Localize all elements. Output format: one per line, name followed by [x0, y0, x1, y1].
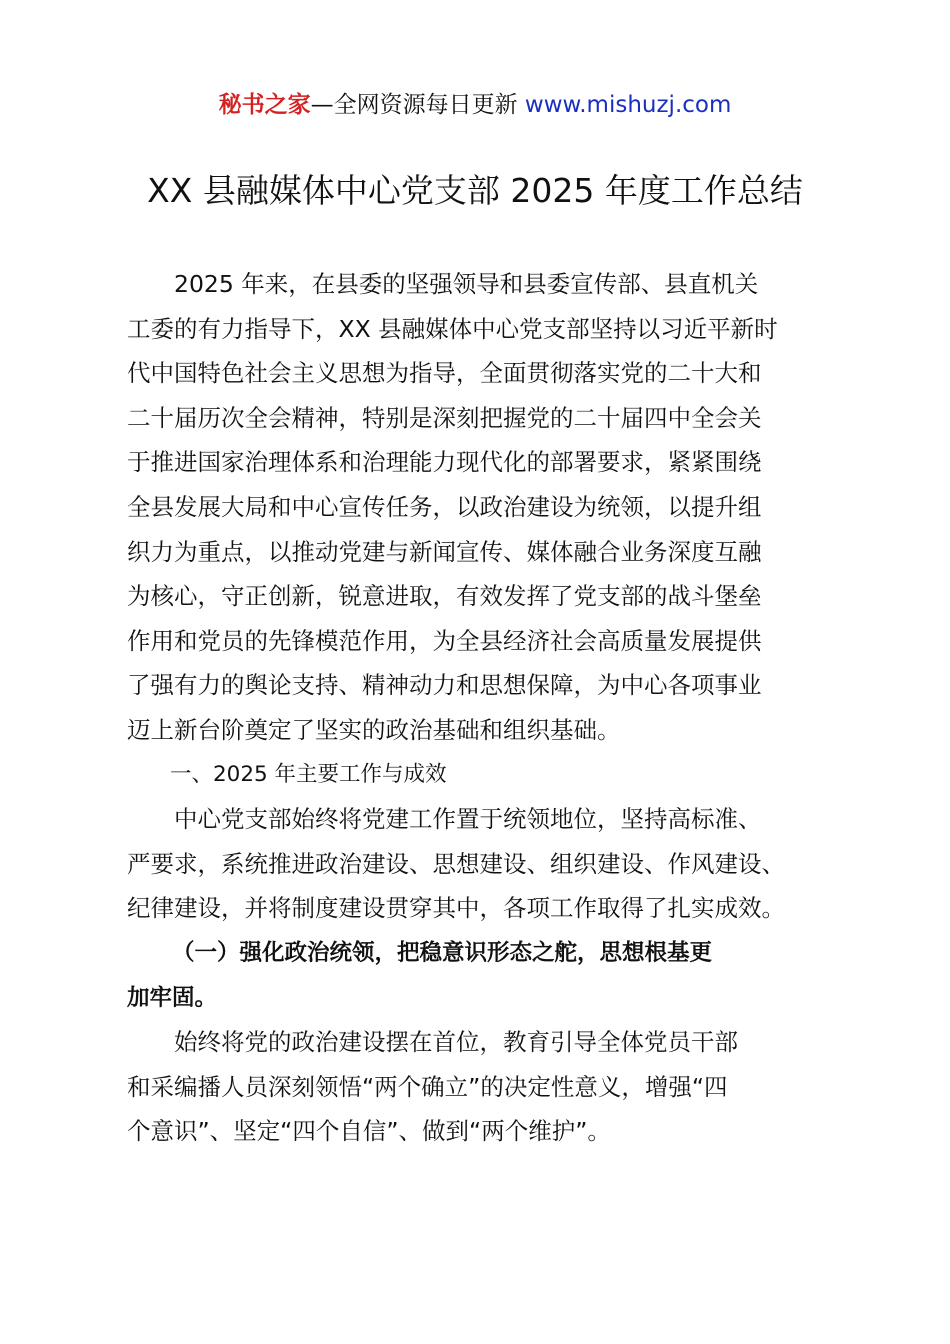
site-tagline: —全网资源每日更新 — [310, 92, 525, 118]
section-paragraph: 中心党支部始终将党建工作置于统领地位，坚持高标准、 严要求，系统推进政治建设、思想建设、组织建设、作风建设、 纪律建设，并将制度建设贯穿其中，各项工作取得了扎实成效。 — [127, 805, 785, 923]
section-heading-1: 一、2025 年主要工作与成效 — [170, 761, 447, 787]
site-url-link[interactable]: www.mishuzj.com — [524, 92, 732, 118]
site-header — [0, 88, 950, 122]
document-title: XX 县融媒体中心党支部 2025 年度工作总结 — [147, 171, 803, 210]
intro-paragraph: 2025 年来，在县委的坚强领导和县委宣传部、县直机关 工委的有力指导下，XX 县融媒体中心党支部坚持以习近平新时 代中国特色社会主义思想为指导，全面贯彻落实党的二十大和 二十届历次全会精神，特别是深刻把握党的二十届四中全会关 于推进国家治理体系和治理能力现代化的部署要求，紧紧围绕 全县发展大局和中心宣传任务，以政治建设为统领，以提升组 织力为重点，以推动党建与新闻宣传、媒体融合业务深度互融 为核心，守正创新，锐意进取，有效发挥了党支部的战斗堡垒 作用和党员的先锋模范作用，为全县经济社会高质量发展提供 了强有力的舆论支持、精神动力和思想保障，为中心各项事业 迈上新台阶奠定了坚实的政治基础和组织基础。 — [127, 270, 778, 744]
subsection-paragraph: 始终将党的政治建设摆在首位，教育引导全体党员干部 和采编播人员深刻领悟“两个确立”的决定性意义，增强“四 个意识”、坚定“四个自信”、做到“两个维护”。 — [127, 1028, 738, 1146]
subsection-heading-1: （一）强化政治统领，把稳意识形态之舵，思想根基更 加牢固。 — [127, 939, 713, 1011]
site-brand: 秘书之家 — [218, 92, 311, 118]
document-body — [127, 262, 839, 1154]
